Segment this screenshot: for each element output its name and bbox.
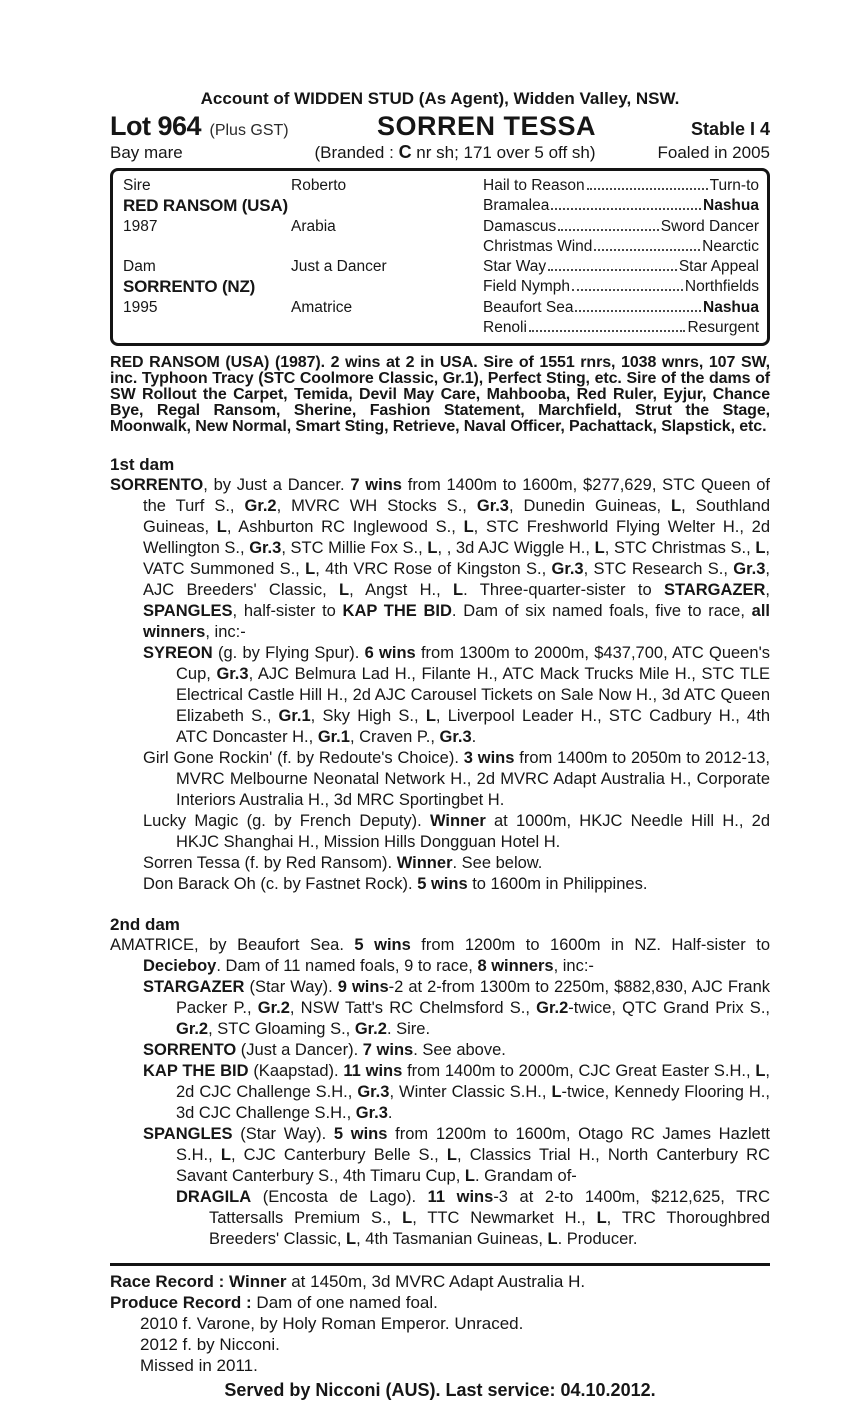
pedigree-year-cell: 1987: [123, 218, 158, 235]
served-by-line: Served by Nicconi (AUS). Last service: 04.10.2012.: [224, 1380, 656, 1400]
pedigree-gen2-cell: Roberto: [291, 177, 347, 194]
dot-leader: [551, 208, 701, 210]
sire-summary: RED RANSOM (USA) (1987). 2 wins at 2 in USA. Sire of 1551 rnrs, 1038 wnrs, 107 SW, inc. Typhoon Tracy (STC Coolmore Classic, Gr.1), Perfect Sting, etc. Sire of the dams of SW Rollout the Carpet, Temida, Devil May Care, Mahbooba, Red Ruler, Eyjur, Chance Bye, Regal Ransom, Sherine, Fashion Statement, Marchfield, Strut the Stage, Moonwalk, New Normal, Smart Sting, Retrieve, Naval Officer, Pachattack, Slapstick, etc.: [110, 354, 770, 435]
pedigree-gen2-cell: Amatrice: [291, 299, 353, 316]
plus-gst-label: (Plus GST): [209, 122, 289, 139]
brand-description: (Branded : C nr sh; 171 over 5 off sh): [314, 142, 596, 162]
pedigree-gen2-cell: [291, 196, 483, 217]
second-dam-heading: 2nd dam: [110, 915, 180, 934]
pedigree-row: [123, 257, 759, 277]
produce-line: Missed in 2011.: [140, 1356, 258, 1375]
dot-leader: [572, 289, 683, 291]
gen3-sire: Hail to Reason: [483, 177, 585, 194]
pedigree-year-cell: 1995: [123, 299, 158, 316]
pedigree-row: [123, 237, 759, 257]
lot-number: Lot 964: [110, 111, 202, 141]
dot-leader: [529, 330, 686, 332]
entry-syreon: SYREON (g. by Flying Spur). 6 wins from 1300m to 2000m, $437,700, ATC Queen's Cup, Gr.3, AJC Belmura Lad H., Filante H., ATC Mack Trucks Mile H., STC TLE Electrical Castle Hill H., 2d AJC Carousel Tickets on Sale Now H., 3d ATC Queen Elizabeth S., Gr.1, Sky High S., L, Liverpool Leader H., STC Cadbury H., 4th ATC Doncaster H., Gr.1, Craven P., Gr.3.: [143, 644, 770, 746]
pedigree-gen2-cell: [291, 318, 483, 338]
pedigree-gen3-cell: [483, 257, 759, 277]
entry-don-barack-oh: Don Barack Oh (c. by Fastnet Rock). 5 wins to 1600m in Philippines.: [143, 875, 648, 893]
pedigree-role-cell: Dam: [123, 258, 156, 275]
pedigree-gen3-cell: [483, 196, 759, 217]
pedigree-gen3-cell: [483, 318, 759, 338]
entry-amatrice: AMATRICE, by Beaufort Sea. 5 wins from 1200m to 1600m in NZ. Half-sister to Decieboy. Dam of 11 named foals, 9 to race, 8 winners, inc:-: [110, 936, 771, 975]
entry-lucky-magic: Lucky Magic (g. by French Deputy). Winner at 1000m, HKJC Needle Hill H., 2d HKJC Shanghai H., Mission Hills Dongguan Hotel H.: [143, 812, 770, 851]
pedigree-role-cell: Sire: [123, 177, 151, 194]
produce-line: 2012 f. by Nicconi.: [140, 1335, 280, 1354]
lot-cell: [110, 111, 328, 142]
produce-record: Produce Record : Dam of one named foal.: [110, 1293, 438, 1312]
pedigree-sire-name-cell: RED RANSOM (USA): [123, 196, 288, 215]
dot-leader: [587, 188, 708, 190]
stable-label: Stable I 4: [690, 119, 770, 139]
gen3-sire: Beaufort Sea: [483, 299, 574, 316]
pedigree-gen3-cell: [483, 176, 759, 196]
gen4-ancestor: Northfields: [684, 278, 759, 295]
pedigree-dam-name-cell: SORRENTO (NZ): [123, 277, 256, 296]
pedigree-table: [110, 168, 770, 346]
gen4-ancestor: Nashua: [703, 197, 759, 214]
dot-leader: [558, 229, 659, 231]
gen4-ancestor: Turn-to: [709, 177, 759, 194]
pedigree-row: [123, 318, 759, 338]
pedigree-row: [123, 298, 759, 318]
lot-header-row: [110, 111, 770, 142]
pedigree-row: [123, 277, 759, 298]
gen3-dam: Renoli: [483, 319, 527, 336]
entry-spangles: SPANGLES (Star Way). 5 wins from 1200m to 1600m, Otago RC James Hazlett S.H., L, CJC Canterbury Belle S., L, Classics Trial H., North Canterbury RC Savant Canterbury S., 4th Timaru Cup, L. Grandam of-: [143, 1125, 771, 1185]
pedigree-gen3-cell: [483, 277, 759, 298]
entry-sorrento-2nd: SORRENTO (Just a Dancer). 7 wins. See above.: [143, 1041, 506, 1059]
gen4-ancestor: Star Appeal: [678, 258, 759, 275]
foaled-label: Foaled in 2005: [657, 143, 770, 162]
pedigree-row: [123, 176, 759, 196]
pedigree-gen2-cell: Just a Dancer: [291, 258, 387, 275]
gen4-ancestor: Nashua: [703, 299, 759, 316]
description-row: [110, 142, 770, 163]
gen4-ancestor: Resurgent: [687, 319, 759, 336]
pedigree-empty-cell: [123, 318, 291, 338]
dot-leader: [594, 249, 700, 251]
pedigree-row: [123, 217, 759, 237]
produce-line: 2010 f. Varone, by Holy Roman Emperor. Unraced.: [140, 1314, 524, 1333]
entry-sorrento: SORRENTO, by Just a Dancer. 7 wins from 1400m to 1600m, $277,629, STC Queen of the Turf S., Gr.2, MVRC WH Stocks S., Gr.3, Dunedin Guineas, L, Southland Guineas, L, Ashburton RC Inglewood S., L, STC Freshworld Flying Welter H., 2d Wellington S., Gr.3, STC Millie Fox S., L, , 3d AJC Wiggle H., L, STC Christmas S., L, VATC Summoned S., L, 4th VRC Rose of Kingston S., Gr.3, STC Research S., Gr.3, AJC Breeders' Classic, L, Angst H., L. Three-quarter-sister to STARGAZER, SPANGLES, half-sister to KAP THE BID. Dam of six named foals, five to race, all winners, inc:-: [110, 476, 771, 641]
gen3-sire: Star Way: [483, 258, 547, 275]
dot-leader: [575, 310, 701, 312]
pedigree-empty-cell: [123, 237, 291, 257]
pedigree-gen3-cell: [483, 217, 759, 237]
race-record: Race Record : Winner at 1450m, 3d MVRC Adapt Australia H.: [110, 1272, 586, 1291]
pedigree-gen2-cell: [291, 277, 483, 298]
gen3-dam: Christmas Wind: [483, 238, 593, 255]
gen3-dam: Field Nymph: [483, 278, 570, 295]
first-dam-heading: 1st dam: [110, 455, 175, 474]
gen4-ancestor: Sword Dancer: [660, 218, 759, 235]
pedigree-gen2-cell: [291, 237, 483, 257]
pedigree-gen3-cell: [483, 237, 759, 257]
account-line: Account of WIDDEN STUD (As Agent), Widden Valley, NSW.: [200, 89, 680, 108]
horse-name: SORREN TESSA: [376, 111, 597, 141]
pedigree-gen3-cell: [483, 298, 759, 318]
entry-dragila: DRAGILA (Encosta de Lago). 11 wins-3 at 2-to 1400m, $212,625, TRC Tattersalls Premium S., L, TTC Newmarket H., L, TRC Thoroughbred Breeders' Classic, L, 4th Tasmanian Guineas, L. Producer.: [176, 1188, 770, 1248]
entry-stargazer: STARGAZER (Star Way). 9 wins-2 at 2-from 1300m to 2250m, $882,830, AJC Frank Packer P., Gr.2, NSW Tatt's RC Chelmsford S., Gr.2-twice, QTC Grand Prix S., Gr.2, STC Gloaming S., Gr.2. Sire.: [143, 978, 770, 1038]
gen3-dam: Bramalea: [483, 197, 550, 214]
gen3-sire: Damascus: [483, 218, 557, 235]
pedigree-row: [123, 196, 759, 217]
entry-girl-gone-rockin: Girl Gone Rockin' (f. by Redoute's Choice). 3 wins from 1400m to 2050m to 2012-13, MVRC Melbourne Neonatal Network H., 2d MVRC Adapt Australia H., Corporate Interiors Australia H., 3d MRC Sportingbet H.: [143, 749, 770, 809]
gen4-ancestor: Nearctic: [702, 238, 759, 255]
entry-kap-the-bid: KAP THE BID (Kaapstad). 11 wins from 1400m to 2000m, CJC Great Easter S.H., L, 2d CJC Challenge S.H., Gr.3, Winter Classic S.H., L-twice, Kennedy Flooring H., 3d CJC Challenge S.H., Gr.3.: [143, 1062, 771, 1122]
horse-description: Bay mare: [110, 143, 183, 162]
records-section: [110, 1263, 770, 1401]
entry-sorren-tessa: Sorren Tessa (f. by Red Ransom). Winner. See below.: [143, 854, 543, 872]
pedigree-gen2-cell: Arabia: [291, 218, 336, 235]
dot-leader: [548, 269, 677, 271]
